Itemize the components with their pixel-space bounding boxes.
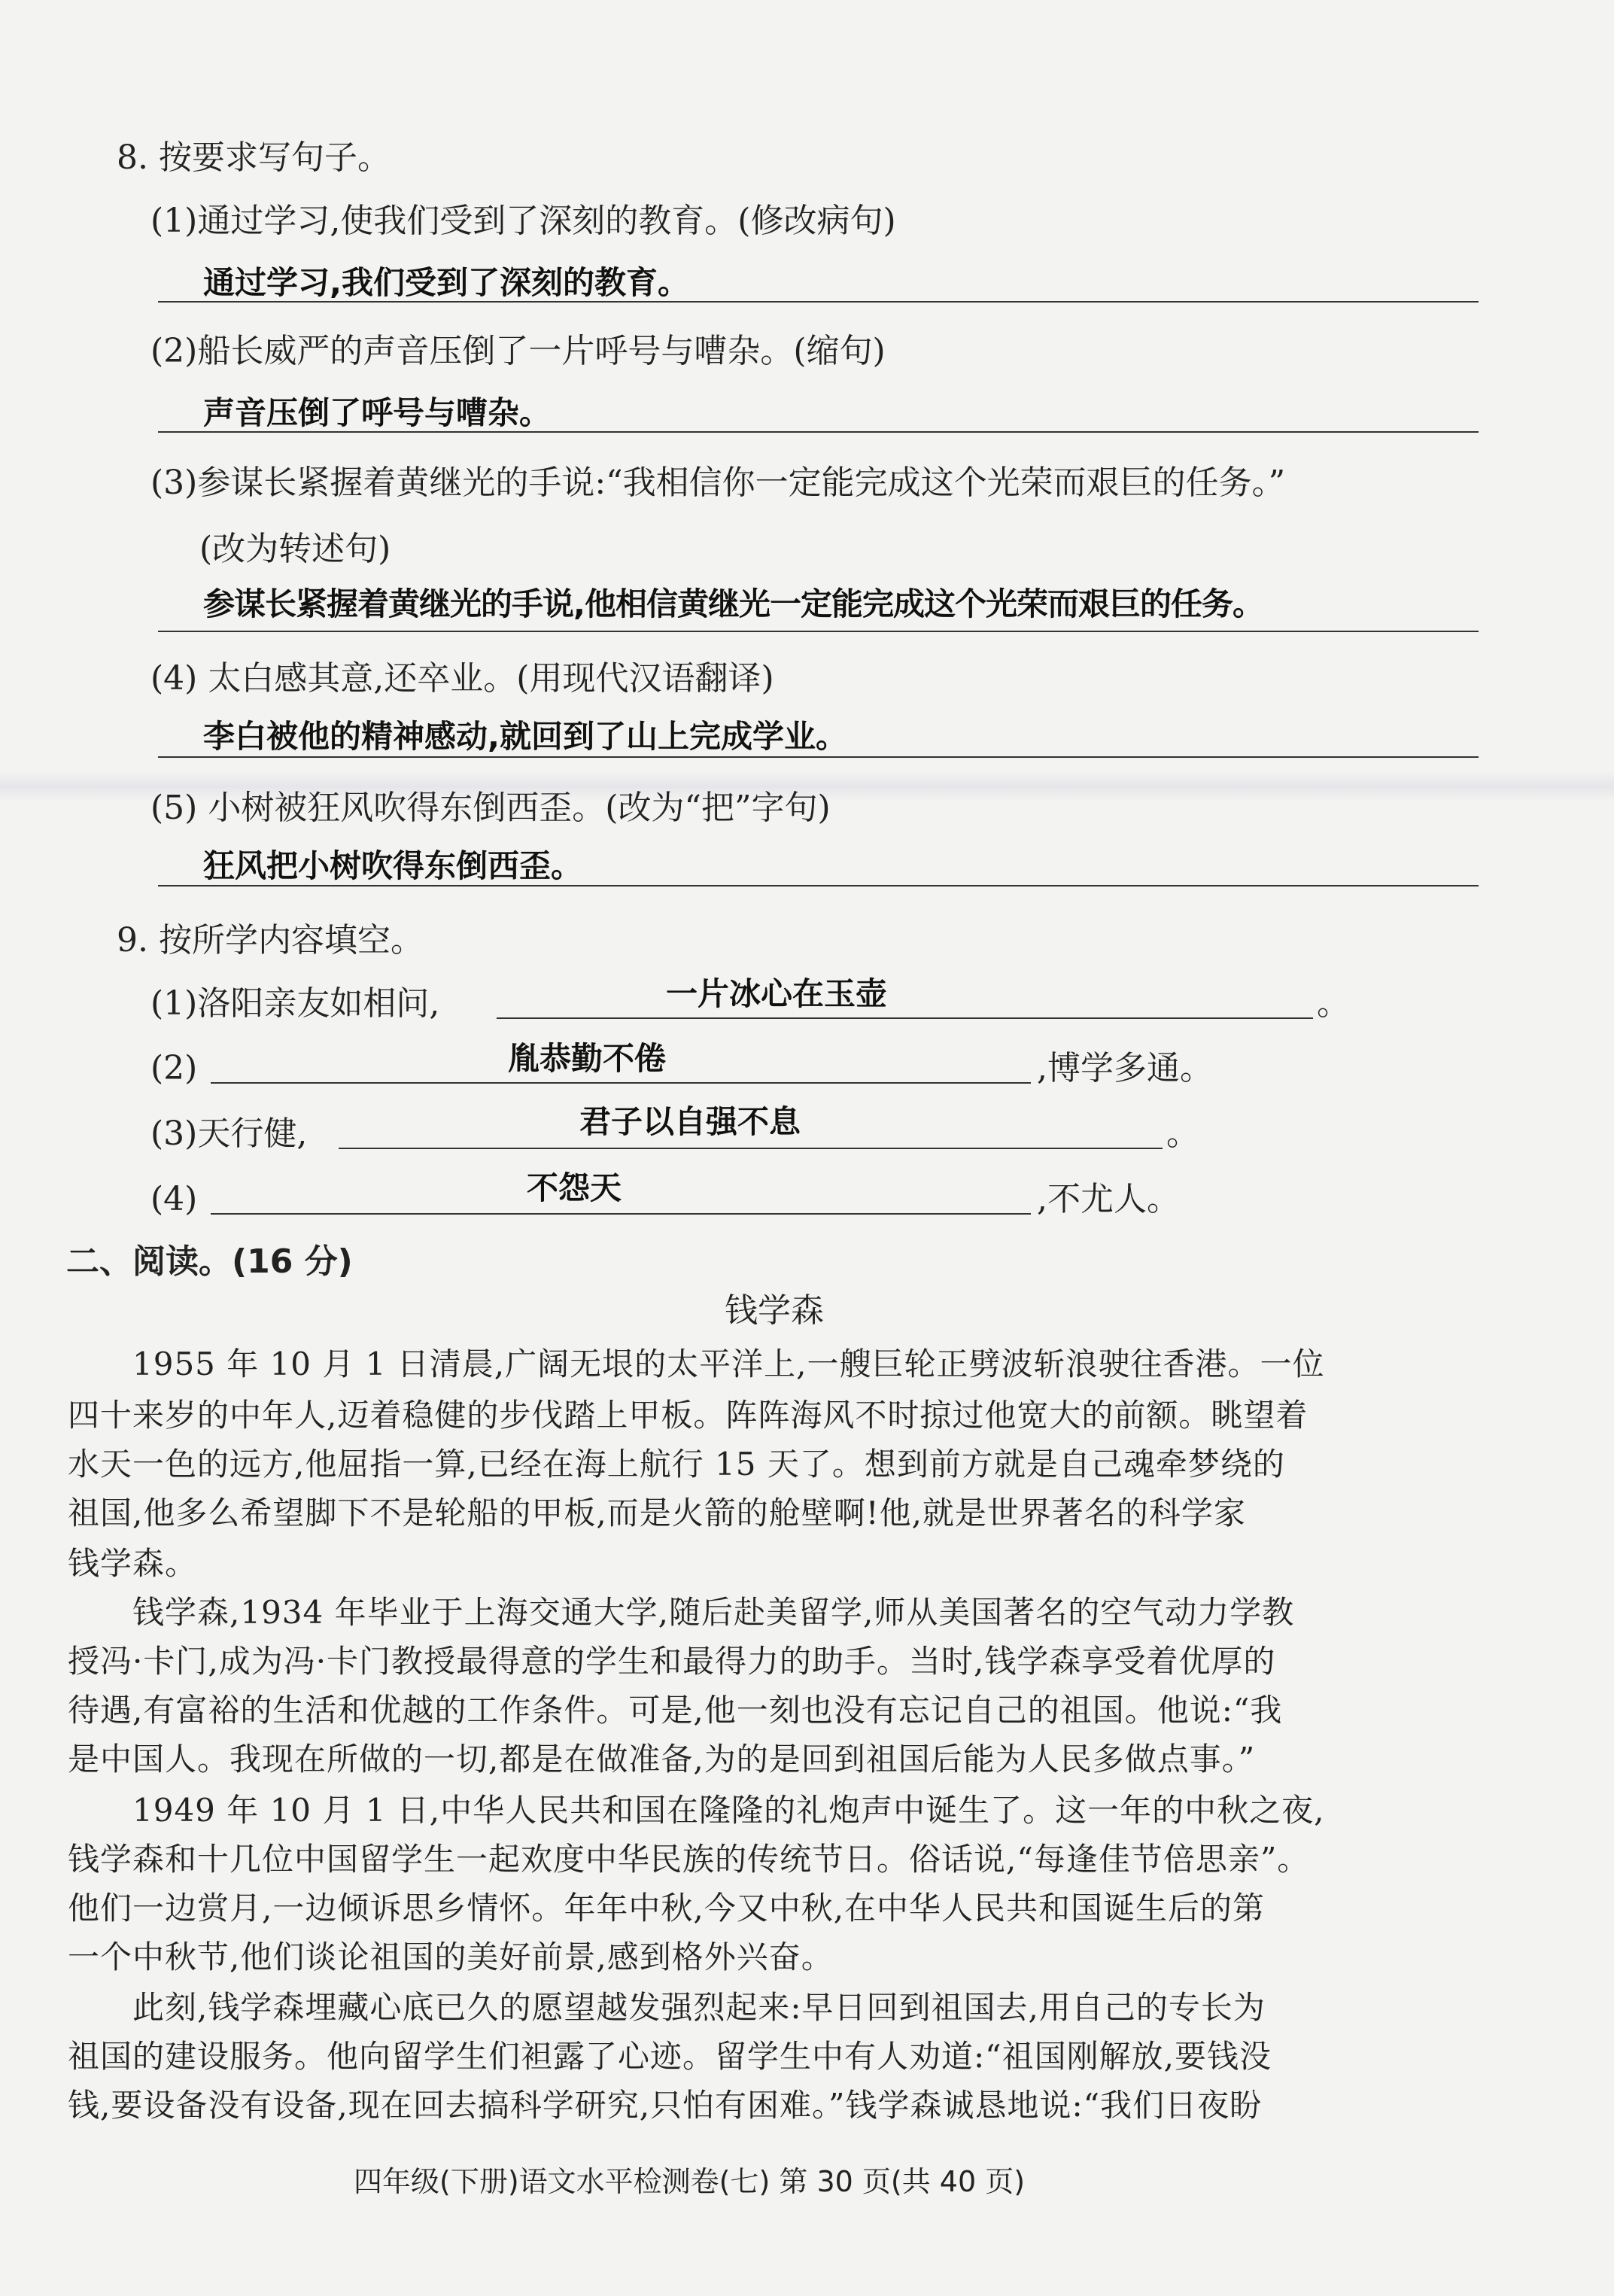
q8-3-prompt-cont: (改为转述句) — [199, 530, 391, 568]
q9-1-before: (1)洛阳亲友如相问, — [150, 984, 440, 1023]
q9-2-after: ,博学多通。 — [1037, 1049, 1213, 1087]
q8-3-answer-line — [158, 631, 1479, 632]
q8-3-answer: 参谋长紧握着黄继光的手说,他相信黄继光一定能完成这个光荣而艰巨的任务。 — [203, 585, 1263, 622]
q9-1-blank — [497, 1017, 1313, 1019]
passage-line: 他们一边赏月,一边倾诉思乡情怀。年年中秋,今又中秋,在中华人民共和国诞生后的第 — [68, 1890, 1266, 1927]
q9-3-before: (3)天行健, — [150, 1115, 308, 1153]
q8-5-answer-line — [158, 885, 1479, 886]
passage-line: 水天一色的远方,他屈指一算,已经在海上航行 15 天了。想到前方就是自己魂牵梦绕的 — [68, 1446, 1285, 1483]
page-footer: 四年级(下册)语文水平检测卷(七) 第 30 页(共 40 页) — [354, 2165, 1026, 2198]
q8-1-answer: 通过学习,我们受到了深刻的教育。 — [203, 264, 689, 301]
q9-2-answer: 胤恭勤不倦 — [508, 1040, 667, 1077]
q9-3-answer: 君子以自强不息 — [579, 1103, 801, 1140]
q9-3-after: 。 — [1166, 1115, 1199, 1153]
q8-title: 8. 按要求写句子。 — [117, 138, 391, 177]
passage-line: 钱学森。 — [68, 1545, 198, 1582]
q8-4-answer-line — [158, 756, 1479, 758]
passage-line: 是中国人。我现在所做的一切,都是在做准备,为的是回到祖国后能为人民多做点事。” — [68, 1741, 1256, 1777]
q8-5-prompt: (5) 小树被狂风吹得东倒西歪。(改为“把”字句) — [150, 789, 831, 827]
q8-3-prompt: (3)参谋长紧握着黄继光的手说:“我相信你一定能完成这个光荣而艰巨的任务。” — [150, 464, 1286, 502]
section-heading: 二、阅读。(16 分) — [66, 1242, 353, 1281]
passage-line: 此刻,钱学森埋藏心底已久的愿望越发强烈起来:早日回到祖国去,用自己的专长为 — [68, 1989, 1266, 2026]
q9-title: 9. 按所学内容填空。 — [117, 921, 424, 959]
passage-line: 1949 年 10 月 1 日,中华人民共和国在隆隆的礼炮声中诞生了。这一年的中秋之夜, — [68, 1792, 1325, 1829]
passage-line: 一个中秋节,他们谈论祖国的美好前景,感到格外兴奋。 — [68, 1939, 834, 1975]
q9-4-answer: 不怨天 — [527, 1169, 622, 1206]
q8-1-answer-line — [158, 301, 1479, 303]
q8-1-prompt: (1)通过学习,使我们受到了深刻的教育。(修改病句) — [150, 202, 896, 240]
passage-line: 钱学森和十几位中国留学生一起欢度中华民族的传统节日。俗话说,“每逢佳节倍思亲”。 — [68, 1841, 1310, 1878]
q9-3-blank — [339, 1148, 1163, 1149]
q9-1-answer: 一片冰心在玉壶 — [666, 975, 888, 1012]
q8-4-prompt: (4) 太白感其意,还卒业。(用现代汉语翻译) — [150, 659, 774, 698]
q8-2-prompt: (2)船长威严的声音压倒了一片呼号与嘈杂。(缩句) — [150, 332, 886, 370]
q9-2-before: (2) — [150, 1049, 198, 1087]
passage-line: 待遇,有富裕的生活和优越的工作条件。可是,他一刻也没有忘记自己的祖国。他说:“我 — [68, 1692, 1283, 1729]
q9-1-after: 。 — [1317, 984, 1350, 1023]
q9-4-before: (4) — [150, 1180, 198, 1218]
passage-line: 钱学森,1934 年毕业于上海交通大学,随后赴美留学,师从美国著名的空气动力学教 — [68, 1594, 1295, 1631]
passage-line: 1955 年 10 月 1 日清晨,广阔无垠的太平洋上,一艘巨轮正劈波斩浪驶往香港。一位 — [68, 1346, 1325, 1382]
passage-title: 钱学森 — [725, 1291, 824, 1330]
q9-4-blank — [211, 1213, 1031, 1215]
q8-4-answer: 李白被他的精神感动,就回到了山上完成学业。 — [203, 718, 847, 755]
q8-5-answer: 狂风把小树吹得东倒西歪。 — [203, 847, 583, 884]
passage-line: 授冯·卡门,成为冯·卡门教授最得意的学生和最得力的助手。当时,钱学森享受着优厚的 — [68, 1643, 1276, 1680]
q8-2-answer: 声音压倒了呼号与嘈杂。 — [203, 394, 552, 431]
passage-line: 祖国,他多么希望脚下不是轮船的甲板,而是火箭的舱壁啊!他,就是世界著名的科学家 — [68, 1495, 1246, 1531]
q8-2-answer-line — [158, 431, 1479, 433]
passage-line: 钱,要设备没有设备,现在回去搞科学研究,只怕有困难。”钱学森诚恳地说:“我们日夜盼 — [68, 2087, 1263, 2124]
passage-line: 祖国的建设服务。他向留学生们袒露了心迹。留学生中有人劝道:“祖国刚解放,要钱没 — [68, 2038, 1272, 2075]
passage-line: 四十来岁的中年人,迈着稳健的步伐踏上甲板。阵阵海风不时掠过他宽大的前额。眺望着 — [68, 1397, 1309, 1434]
q9-4-after: ,不尤人。 — [1037, 1180, 1180, 1218]
q9-2-blank — [211, 1082, 1031, 1084]
